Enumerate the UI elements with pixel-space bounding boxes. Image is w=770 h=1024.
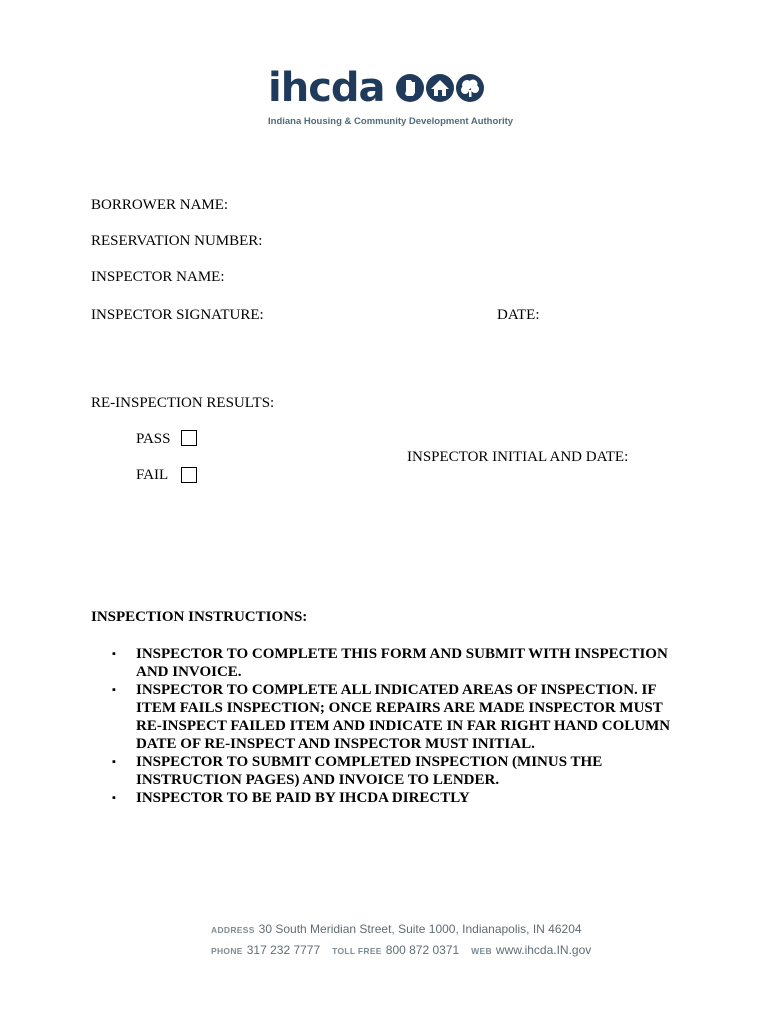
house-icon bbox=[426, 74, 454, 102]
borrower-name-label: BORROWER NAME: bbox=[91, 197, 229, 213]
pass-checkbox[interactable] bbox=[181, 430, 197, 446]
instruction-item: ▪ INSPECTOR TO SUBMIT COMPLETED INSPECTION (MINUS THE INSTRUCTION PAGES) AND INVOICE TO LENDER. bbox=[112, 754, 603, 788]
logo-subtitle: Indiana Housing & Community Development Authority bbox=[268, 116, 514, 127]
reservation-number-label: RESERVATION NUMBER: bbox=[91, 233, 263, 249]
inspector-initial-date-label: INSPECTOR INITIAL AND DATE: bbox=[407, 449, 629, 465]
indiana-state-icon bbox=[396, 74, 424, 102]
inspector-signature-label: INSPECTOR SIGNATURE: bbox=[91, 307, 264, 323]
web-label: WEB bbox=[471, 946, 492, 956]
instruction-item: ▪ INSPECTOR TO COMPLETE ALL INDICATED AREAS OF INSPECTION. IF ITEM FAILS INSPECTION; ONCE REPAIRS ARE MADE INSPECTOR MUST RE-INSPECT FAILED ITEM AND INDICATE IN FAR RIGHT HAND COLUMN DATE OF RE-INSPECT AND INSPECTOR MUST INITIAL. bbox=[112, 682, 671, 752]
inspection-instructions-title: INSPECTION INSTRUCTIONS: bbox=[91, 609, 308, 625]
footer-address bbox=[211, 922, 582, 936]
instructions-list bbox=[112, 645, 692, 807]
instruction-item: ▪ INSPECTOR TO BE PAID BY IHCDA DIRECTLY bbox=[112, 790, 470, 806]
bullet-icon: ▪ bbox=[112, 792, 116, 804]
phone-label: PHONE bbox=[211, 946, 243, 956]
phone-value: 317 232 7777 bbox=[246, 943, 321, 957]
bullet-icon: ▪ bbox=[112, 648, 116, 660]
tollfree-label: TOLL FREE bbox=[332, 946, 382, 956]
tollfree-value: 800 872 0371 bbox=[385, 943, 460, 957]
address-label: ADDRESS bbox=[211, 925, 255, 935]
logo-icons bbox=[395, 73, 501, 103]
date-label: DATE: bbox=[497, 307, 540, 323]
bullet-icon: ▪ bbox=[112, 756, 116, 768]
inspector-name-label: INSPECTOR NAME: bbox=[91, 269, 225, 285]
address-value: 30 South Meridian Street, Suite 1000, Indianapolis, IN 46204 bbox=[258, 922, 582, 936]
web-link[interactable]: www.ihcda.IN.gov bbox=[495, 943, 592, 957]
bullet-icon: ▪ bbox=[112, 684, 116, 696]
tree-icon bbox=[456, 74, 484, 102]
footer-contact bbox=[211, 943, 591, 957]
logo-wordmark: ihcda bbox=[268, 65, 385, 111]
fail-checkbox[interactable] bbox=[181, 467, 197, 483]
fail-label: FAIL bbox=[136, 467, 169, 483]
reinspection-results-title: RE-INSPECTION RESULTS: bbox=[91, 395, 275, 411]
instruction-item: ▪ INSPECTOR TO COMPLETE THIS FORM AND SUBMIT WITH INSPECTION AND INVOICE. bbox=[112, 646, 668, 680]
ihcda-logo bbox=[268, 65, 514, 132]
pass-label: PASS bbox=[136, 431, 171, 447]
